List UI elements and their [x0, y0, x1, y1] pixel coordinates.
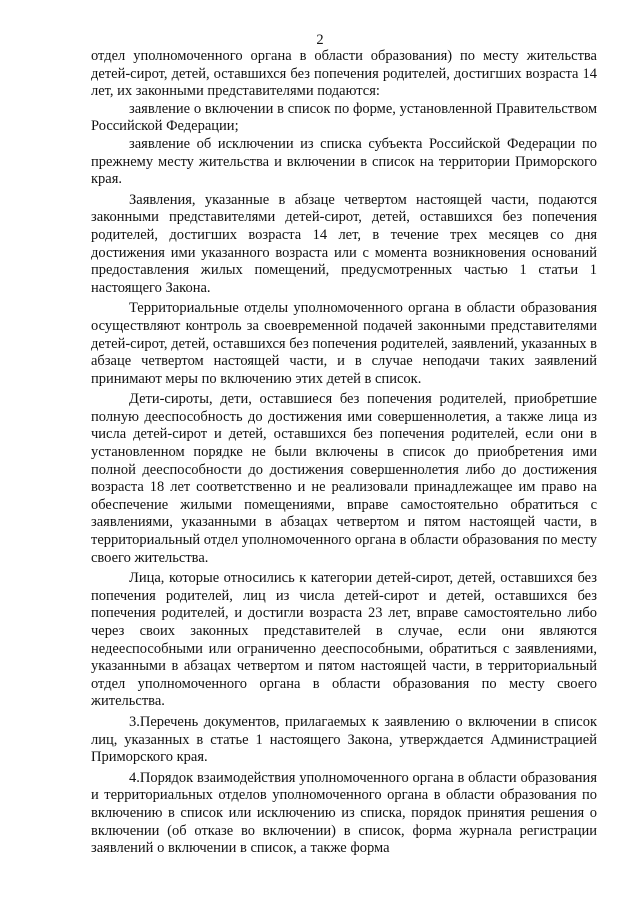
paragraph-section-4: 4.Порядок взаимодействия уполномоченного органа в области образования и территориальных отделов уполномоченного органа в области образования по включению в список или исключению из списка, порядок принятия решения о включении (об отказе во включении) в список, форма журнала регистрации заявлений о включении в список, а также форма: [91, 769, 597, 857]
paragraph-section-3: 3.Перечень документов, прилагаемых к заявлению о включении в список лиц, указанных в статье 1 настоящего Закона, утверждается Администрацией Приморского края.: [91, 713, 597, 766]
paragraph-age-23: Лица, которые относились к категории детей-сирот, детей, оставшихся без попечения родителей, лиц из числа детей-сирот и детей, оставшихся без попечения родителей, и достигли возраста 23 лет, вправе самостоятельно либо через своих законных представителей в случае, если они являются недееспособными или ограниченно дееспособными, обратиться с заявлениями, указанными в абзацах четвертом и пятом настоящей части, в территориальный отдел уполномоченного органа в области образования по месту своего жительства.: [91, 570, 597, 710]
paragraph-application-inclusion: заявление о включении в список по форме, установленной Правительством Российской Федерации;: [91, 100, 597, 135]
page-number: 2: [316, 32, 324, 48]
paragraph-full-capacity: Дети-сироты, дети, оставшиеся без попечения родителей, приобретшие полную дееспособность до достижения ими совершеннолетия, а также лица из числа детей-сирот и детей, оставшихся без попечения родителей, если они в установленном порядке не были включены в список до приобретения ими полной дееспособности до достижения совершеннолетия либо до достижения возраста 18 лет соответственно и не реализовали принадлежащее им право на обеспечение жилыми помещениями, вправе самостоятельно обратиться с заявлениями, указанными в абзацах четвертом и пятом настоящей части, в территориальный отдел уполномоченного органа в области образования по месту своего жительства.: [91, 391, 597, 566]
paragraph-application-deadline: Заявления, указанные в абзаце четвертом настоящей части, подаются законными представителями детей-сирот, детей, оставшихся без попечения родителей, достигших возраста 14 лет, в течение трех месяцев со дня достижения ими указанного возраста или с момента возникновения оснований предоставления жилых помещений, предусмотренных частью 1 статьи 1 настоящего Закона.: [91, 191, 597, 296]
paragraph-territorial-control: Территориальные отделы уполномоченного органа в области образования осуществляют контроль за своевременной подачей законными представителями детей-сирот, детей, оставшихся без попечения родителей, заявлений, указанных в абзаце четвертом настоящей части, и в случае неподачи таких заявлений принимают меры по включению этих детей в список.: [91, 300, 597, 387]
paragraph-application-exclusion: заявление об исключении из списка субъекта Российской Федерации по прежнему месту жительства и включении в список на территории Приморского края.: [91, 135, 597, 188]
paragraph-continuation: отдел уполномоченного органа в области образования) по месту жительства детей-сирот, детей, оставшихся без попечения родителей, достигших возраста 14 лет, их законными представителями подаются:: [91, 48, 597, 100]
document-body: [91, 48, 597, 858]
